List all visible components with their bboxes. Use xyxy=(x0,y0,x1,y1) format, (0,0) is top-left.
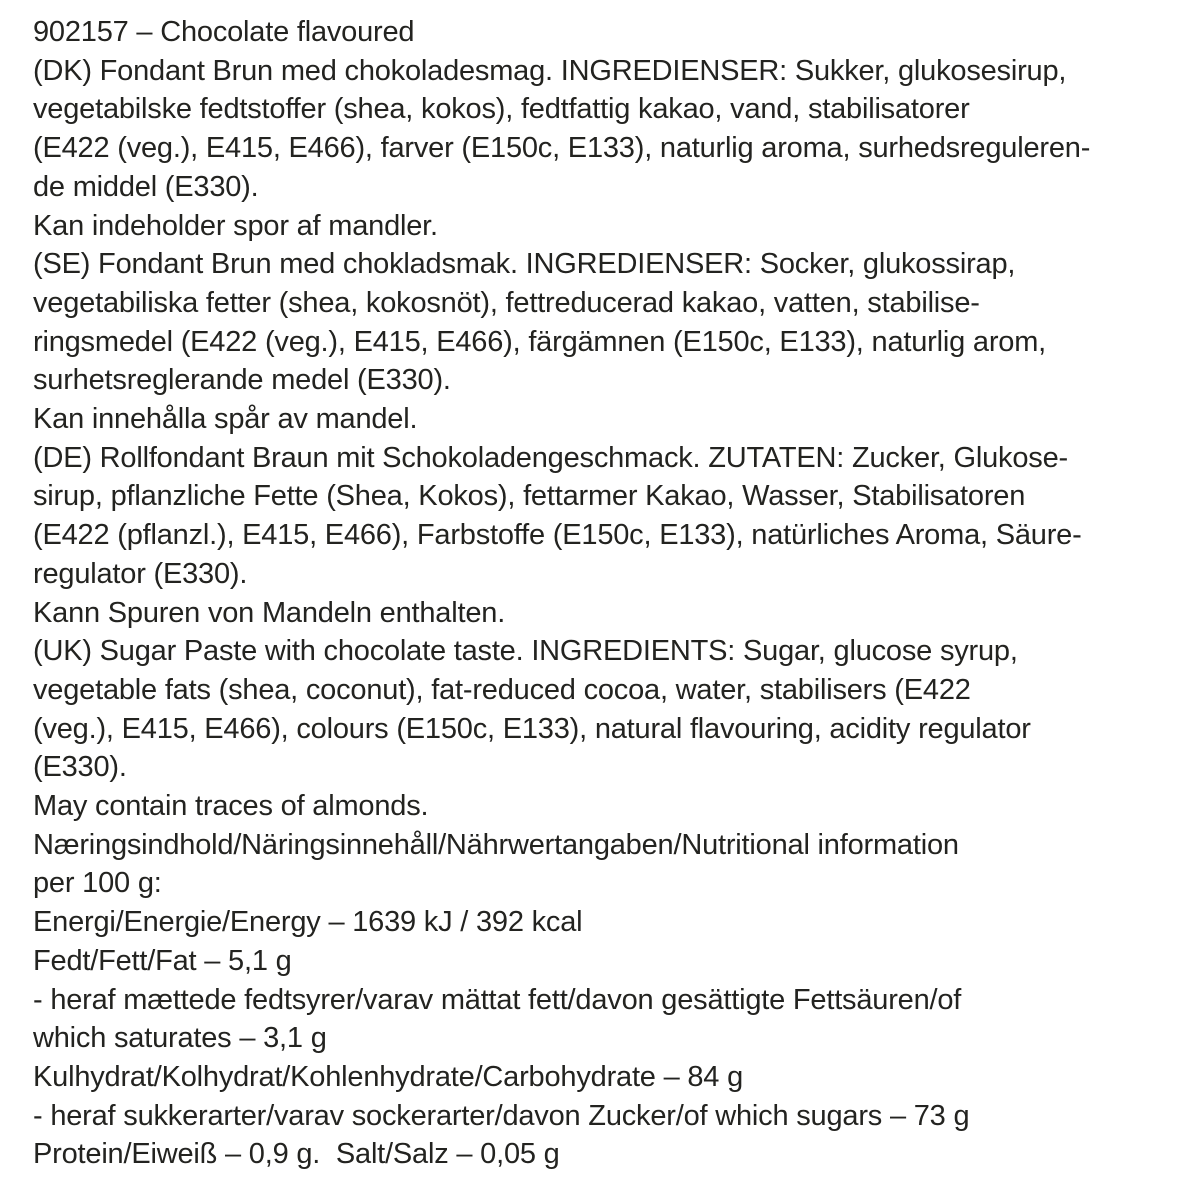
section-ingredients-uk xyxy=(33,632,1180,826)
nutrition-row-saturates: which saturates – 3,1 g xyxy=(33,1022,327,1055)
nutrition-row-energy: Energi/Energie/Energy – 1639 kJ / 392 kcal xyxy=(33,906,583,939)
ingredients-se-line: ringsmedel (E422 (veg.), E415, E466), färgämnen (E150c, E133), naturlig arom, xyxy=(33,325,1047,358)
ingredients-dk-line: (E422 (veg.), E415, E466), farver (E150c, E133), naturlig aroma, surhedsreguleren- xyxy=(33,132,1091,165)
nutrition-row-fat: Fedt/Fett/Fat – 5,1 g xyxy=(33,944,292,977)
allergen-notice-dk: Kan indeholder spor af mandler. xyxy=(33,209,438,242)
ingredients-dk-line: (DK) Fondant Brun med chokoladesmag. INGREDIENSER: Sukker, glukosesirup, xyxy=(33,54,1067,87)
product-title: 902157 – Chocolate flavoured xyxy=(33,16,415,48)
nutrition-row-protein-salt: Protein/Eiweiß – 0,9 g. Salt/Salz – 0,05 g xyxy=(33,1138,560,1171)
allergen-notice-de: Kann Spuren von Mandeln enthalten. xyxy=(33,596,506,629)
section-ingredients-se xyxy=(33,245,1180,439)
nutrition-heading: per 100 g: xyxy=(33,867,162,900)
ingredients-se-line: (SE) Fondant Brun med chokladsmak. INGREDIENSER: Socker, glukossirap, xyxy=(33,248,1016,281)
ingredients-uk-line: (veg.), E415, E466), colours (E150c, E133), natural flavouring, acidity regulator xyxy=(33,712,1031,745)
section-ingredients-dk xyxy=(33,52,1180,246)
allergen-notice-se: Kan innehålla spår av mandel. xyxy=(33,403,418,436)
ingredients-de-line: (E422 (pflanzl.), E415, E466), Farbstoffe (E150c, E133), natürliches Aroma, Säure- xyxy=(33,519,1082,552)
ingredients-dk-line: vegetabilske fedtstoffer (shea, kokos), fedtfattig kakao, vand, stabilisatorer xyxy=(33,93,970,126)
ingredients-de-line: (DE) Rollfondant Braun mit Schokoladengeschmack. ZUTATEN: Zucker, Glukose- xyxy=(33,441,1068,474)
ingredients-uk-line: vegetable fats (shea, coconut), fat-reduced cocoa, water, stabilisers (E422 xyxy=(33,673,971,706)
ingredients-de-line: sirup, pflanzliche Fette (Shea, Kokos), fettarmer Kakao, Wasser, Stabilisatoren xyxy=(33,480,1026,513)
ingredients-uk-line: (UK) Sugar Paste with chocolate taste. INGREDIENTS: Sugar, glucose syrup, xyxy=(33,635,1018,668)
ingredients-de-line: regulator (E330). xyxy=(33,557,248,590)
nutrition-row-carbohydrate: Kulhydrat/Kolhydrat/Kohlenhydrate/Carbohydrate – 84 g xyxy=(33,1060,744,1093)
ingredients-uk-line: (E330). xyxy=(33,751,127,784)
ingredients-se-line: vegetabiliska fetter (shea, kokosnöt), fettreducerad kakao, vatten, stabilise- xyxy=(33,286,980,319)
nutrition-heading: Næringsindhold/Näringsinnehåll/Nährwertangaben/Nutritional information xyxy=(33,828,959,861)
section-ingredients-de xyxy=(33,439,1180,633)
section-nutrition xyxy=(33,826,1180,1174)
nutrition-row-sugars: - heraf sukkerarter/varav sockerarter/davon Zucker/of which sugars – 73 g xyxy=(33,1099,970,1132)
nutrition-row-saturates: - heraf mættede fedtsyrer/varav mättat fett/davon gesättigte Fettsäuren/of xyxy=(33,983,962,1016)
ingredients-dk-line: de middel (E330). xyxy=(33,170,259,203)
ingredients-se-line: surhetsreglerande medel (E330). xyxy=(33,364,451,397)
allergen-notice-uk: May contain traces of almonds. xyxy=(33,790,429,823)
